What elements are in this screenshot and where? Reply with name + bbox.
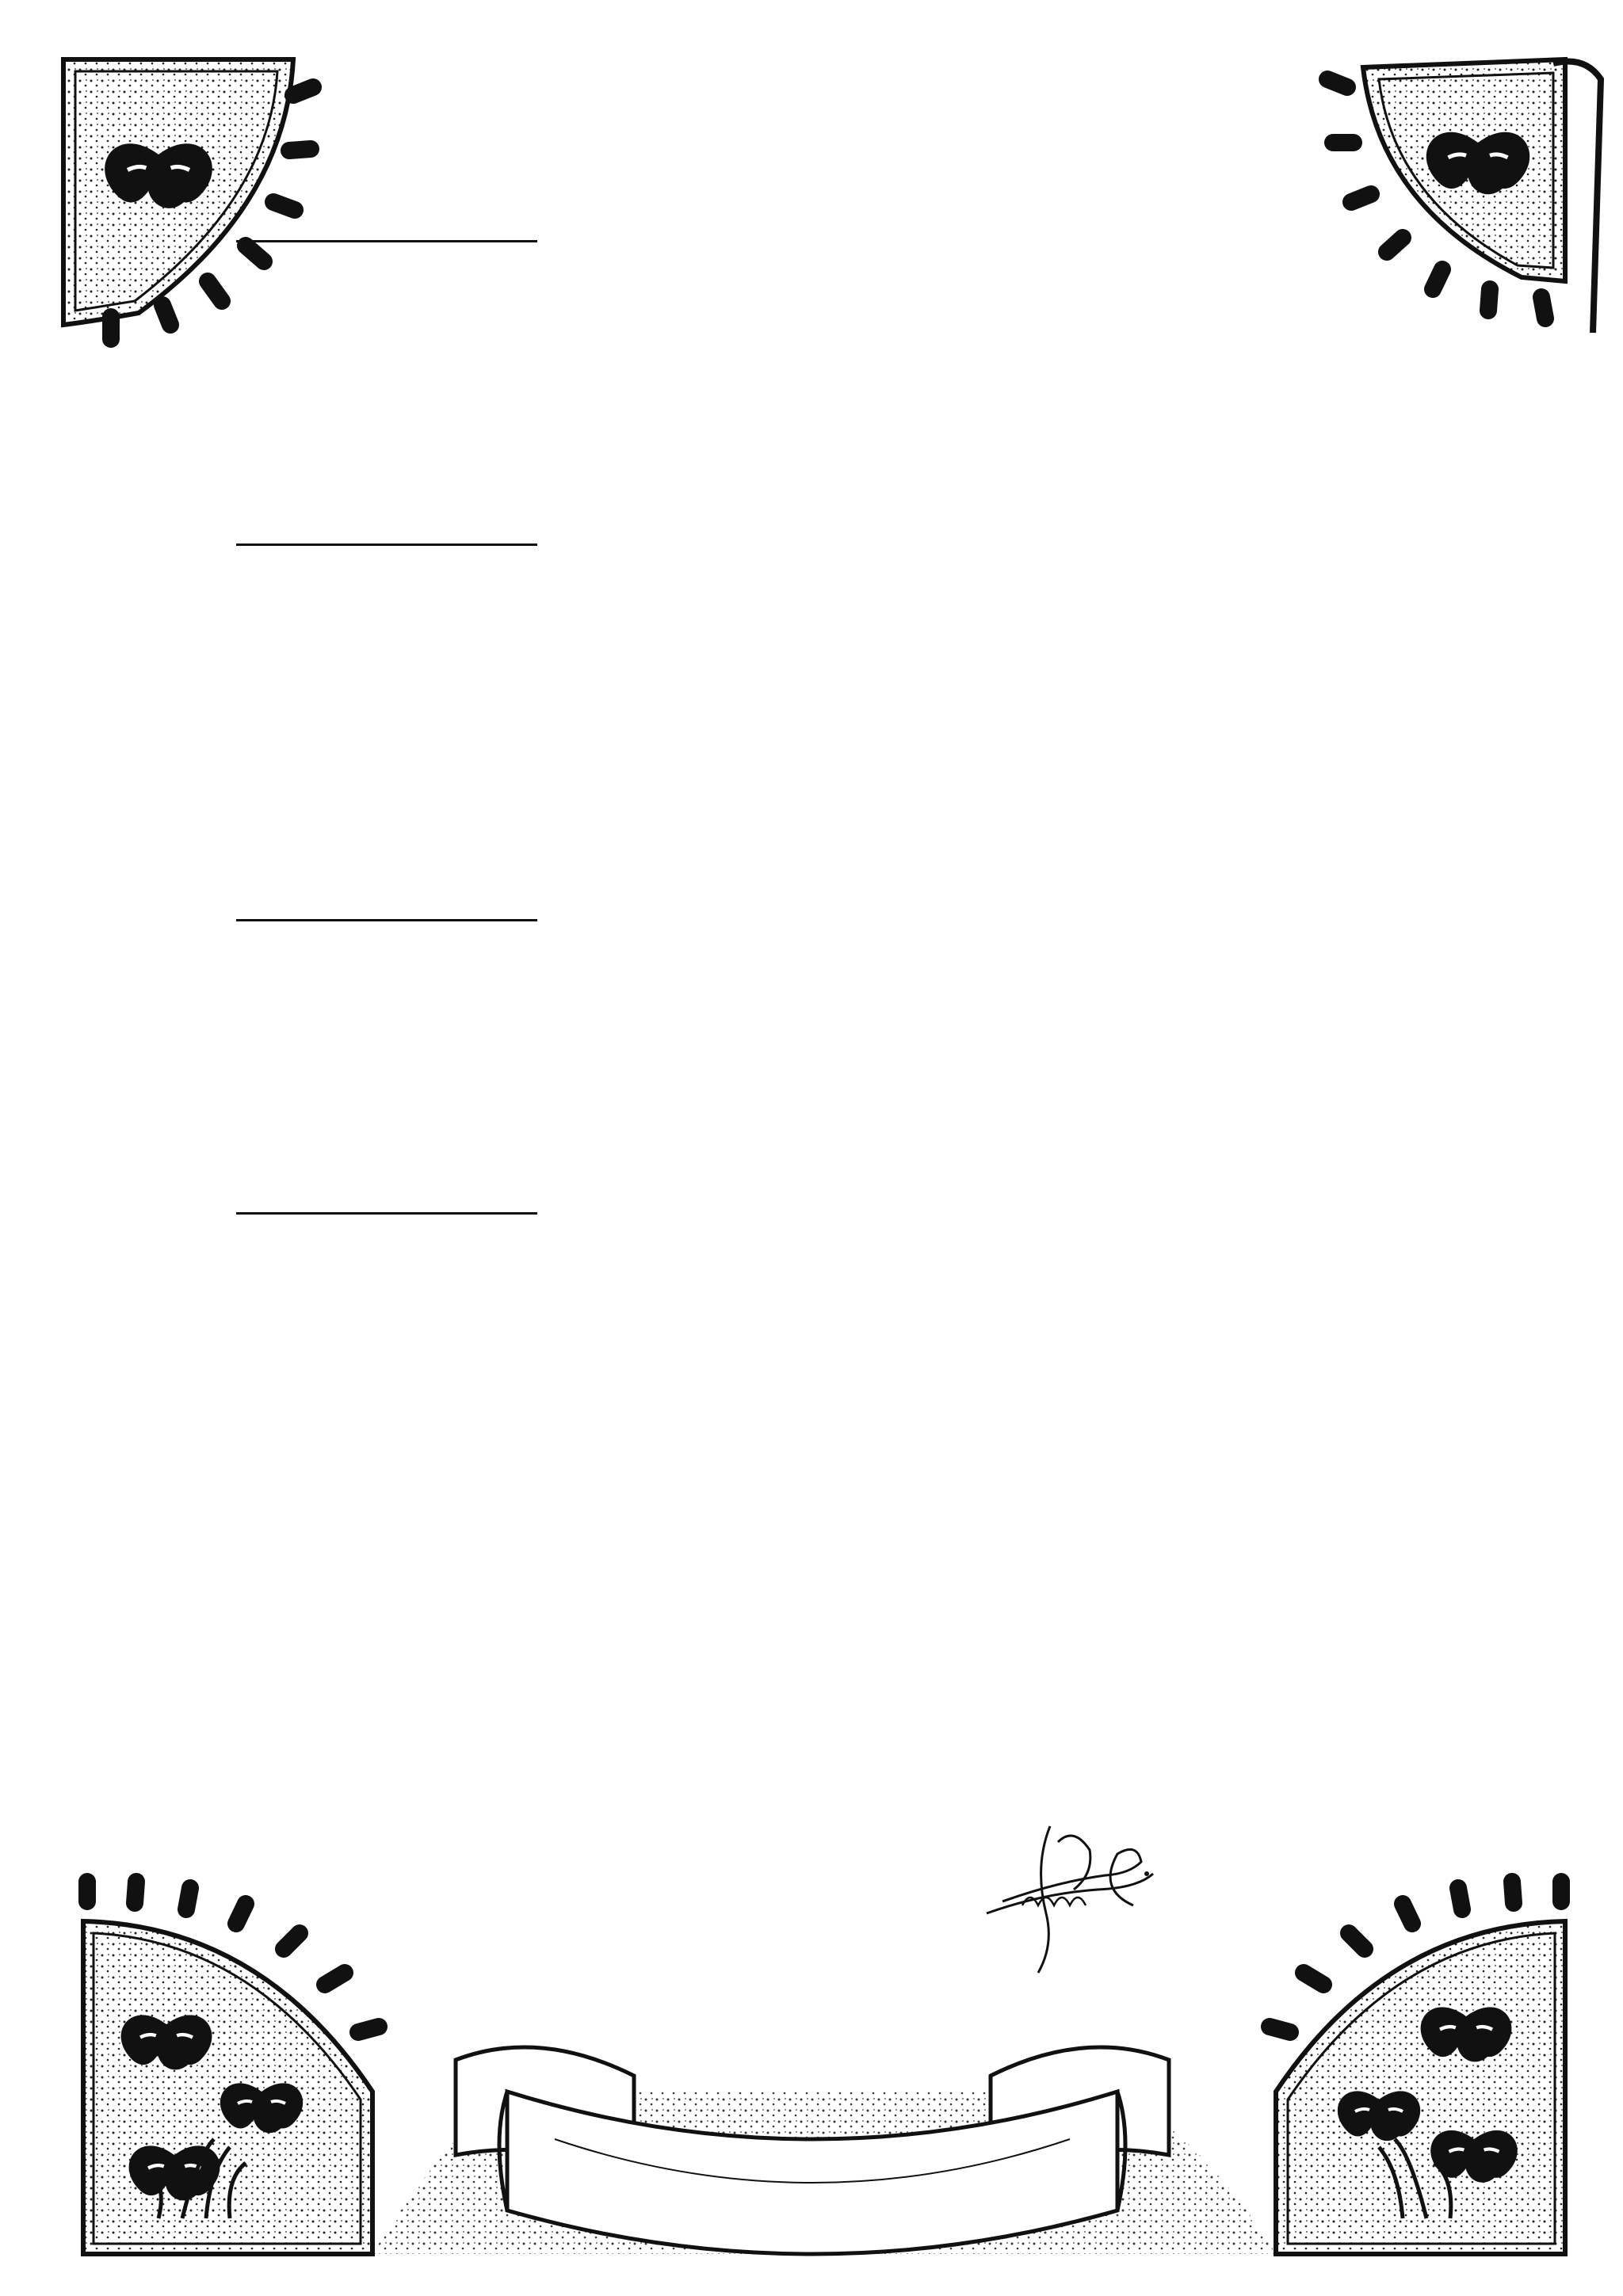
handwritten-signature (979, 1818, 1161, 1977)
section-rule (236, 240, 537, 242)
section-rule (236, 543, 537, 546)
section-rule (236, 1212, 537, 1215)
section-rule (236, 919, 537, 921)
